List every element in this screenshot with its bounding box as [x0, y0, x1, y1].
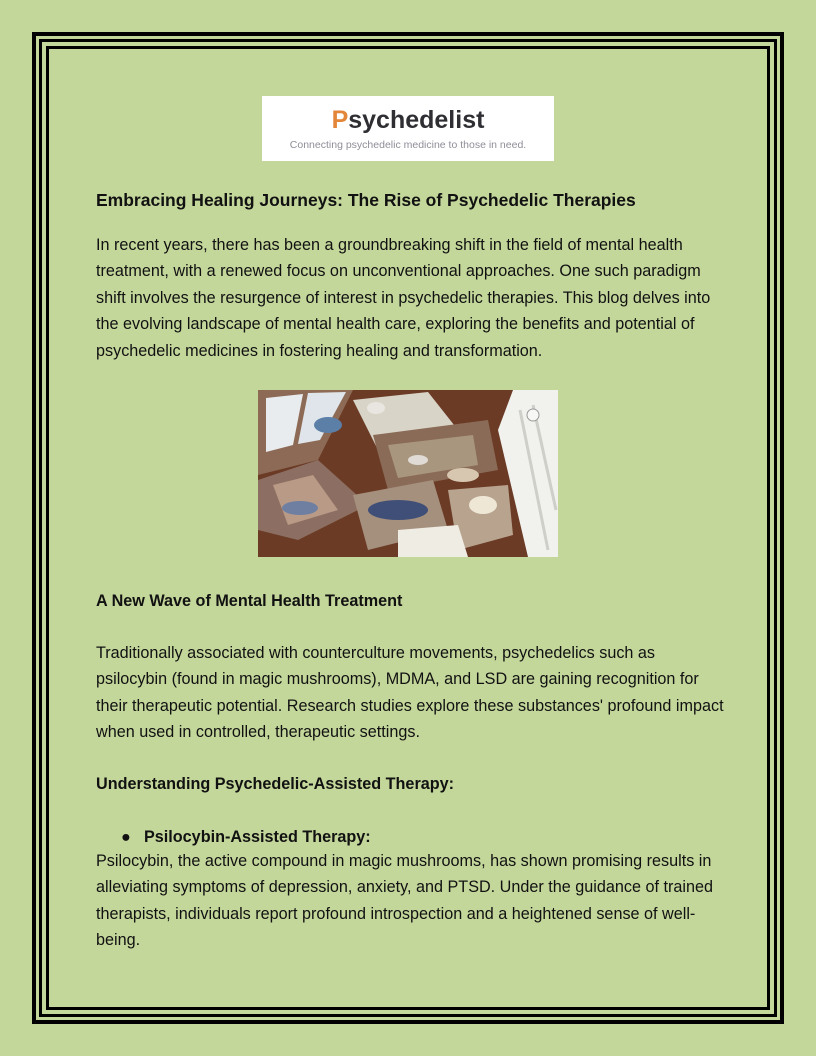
- section-heading-understanding: Understanding Psychedelic-Assisted Therapy:: [96, 775, 455, 793]
- bullet-label: Psilocybin-Assisted Therapy:: [144, 828, 371, 846]
- logo-word-rest: sychedelist: [348, 106, 485, 134]
- therapy-room-illustration: [258, 390, 558, 557]
- bullet-item-psilocybin: [121, 826, 371, 848]
- therapy-session-photo: [258, 390, 558, 557]
- article-title: Embracing Healing Journeys: The Rise of Psychedelic Therapies: [96, 190, 636, 210]
- logo-wordmark: [262, 105, 554, 135]
- section-heading-new-wave: A New Wave of Mental Health Treatment: [96, 592, 403, 610]
- new-wave-paragraph: Traditionally associated with counterculture movements, psychedelics such as psilocybin (found in magic mushrooms), MDMA, and LSD are gaining recognition for their therapeutic potential. Research studies explore these substances' profound impact when used in controlled, therapeutic settings.: [96, 644, 724, 742]
- intro-paragraph: In recent years, there has been a groundbreaking shift in the field of mental health treatment, with a renewed focus on unconventional approaches. One such paradigm shift involves the resurgence of interest in psychedelic therapies. This blog delves into the evolving landscape of mental health care, exploring the benefits and potential of psychedelic medicines in fostering healing and transformation.: [96, 236, 711, 360]
- logo-p-icon: P: [331, 106, 349, 134]
- psychedelist-logo: [262, 96, 554, 161]
- psilocybin-paragraph: Psilocybin, the active compound in magic mushrooms, has shown promising results in alleviating symptoms of depression, anxiety, and PTSD. Under the guidance of trained therapists, individuals report profound introspection and a heightened sense of well-being.: [96, 852, 713, 950]
- logo-tagline: Connecting psychedelic medicine to those in need.: [289, 139, 527, 151]
- bullet-dot-icon: ●: [121, 828, 131, 846]
